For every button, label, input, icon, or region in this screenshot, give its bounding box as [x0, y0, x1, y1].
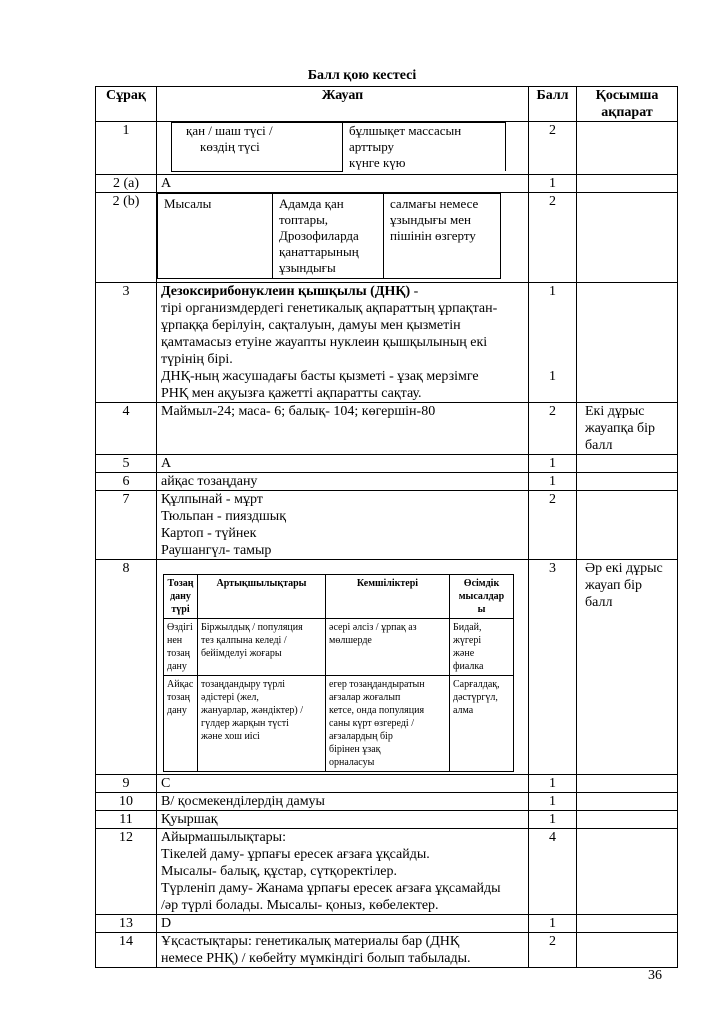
- score-cell: 1: [529, 455, 577, 473]
- question-number: 12: [96, 829, 157, 915]
- question-number: 6: [96, 473, 157, 491]
- score-cell: 3: [529, 560, 577, 775]
- question-number: 2 (b): [96, 193, 157, 283]
- table-row: [96, 560, 678, 775]
- subtable-cell: Адамда қан топтары, Дрозофиларда қанаттарының ұзындығы: [273, 194, 384, 279]
- table-row: [96, 473, 678, 491]
- answer-cell: [157, 122, 529, 175]
- question-number: 1: [96, 122, 157, 175]
- extra-cell: [577, 829, 678, 915]
- extra-cell: [577, 283, 678, 403]
- score-cell: 1: [529, 793, 577, 811]
- answer-cell: [157, 560, 529, 775]
- question-number: 5: [96, 455, 157, 473]
- subtable-cell: Мысалы: [158, 194, 273, 279]
- question-number: 13: [96, 915, 157, 933]
- table-row: [96, 915, 678, 933]
- extra-cell: [577, 491, 678, 560]
- header-extra: Қосымша ақпарат: [577, 87, 678, 122]
- table-row: [96, 175, 678, 193]
- score-cell: 1: [529, 175, 577, 193]
- subtable-cell: тозаңдандыру түрлі әдістері (жел, жануарлар, жәндіктер) / гүлдер жарқын түсті және хош иісі: [198, 676, 326, 772]
- subtable-cell: бұлшықет массасын арттыру күнге күю: [343, 123, 506, 172]
- score-cell: 2: [529, 403, 577, 455]
- table-row: [96, 811, 678, 829]
- extra-cell: [577, 455, 678, 473]
- scoring-table: [95, 86, 678, 968]
- extra-cell: [577, 473, 678, 491]
- answer-cell: Маймыл-24; маса- 6; балық- 104; көгершін-80: [157, 403, 529, 455]
- question-number: 7: [96, 491, 157, 560]
- table-row: [96, 933, 678, 968]
- score-cell: 2: [529, 122, 577, 175]
- header-answer: Жауап: [157, 87, 529, 122]
- question-number: 4: [96, 403, 157, 455]
- subtable-header-row: [164, 575, 514, 619]
- question-number: 3: [96, 283, 157, 403]
- subtable-cell: Бидай, жүгері және фиалка: [450, 619, 514, 676]
- score-cell: 1 1: [529, 283, 577, 403]
- answer-cell: Құлпынай - мұрт Тюльпан - пияздшық Картоп - түйнек Раушангүл- тамыр: [157, 491, 529, 560]
- subtable-cell: егер тозаңдандыратын ағзалар жоғалып кетсе, онда популяция саны күрт өзгереді / ағзалардың бір бірінен ұзақ орналасуы: [326, 676, 450, 772]
- table-row: [96, 122, 678, 175]
- answer-cell: B/ қосмекенділердің дамуы: [157, 793, 529, 811]
- subtable-row: [164, 676, 514, 772]
- pollination-subtable: [163, 574, 514, 772]
- table-row: [96, 455, 678, 473]
- question-number: 8: [96, 560, 157, 775]
- extra-cell: Әр екі дұрыс жауап бір балл: [577, 560, 678, 775]
- extra-cell: [577, 793, 678, 811]
- score-cell: 1: [529, 811, 577, 829]
- table-row: [96, 775, 678, 793]
- table-row: [96, 193, 678, 283]
- answer-subtable: [171, 122, 506, 172]
- question-number: 10: [96, 793, 157, 811]
- table-row: [96, 829, 678, 915]
- table-row: [96, 283, 678, 403]
- table-row: [96, 793, 678, 811]
- subtable-header: Артықшылықтары: [198, 575, 326, 619]
- answer-term: Дезоксирибонуклеин қышқылы (ДНҚ): [161, 284, 411, 299]
- subtable-cell: Біржылдық / популяция тез қалпына келеді / бейімделуі жоғары: [198, 619, 326, 676]
- answer-cell: Дезоксирибонуклеин қышқылы (ДНҚ) - тірі организмдердегі генетикалық ақпараттың ұрпақтан- ұрпаққа берілуін, сақталуын, дамуы мен қызметін қамтамасыз етуіне жауапты нуклеин қышқылының екі түрінің бірі. ДНҚ-ның жасушадағы басты қызметі - ұзақ мерзімге РНҚ мен ақуызға қажетті ақпаратты сақтау.: [157, 283, 529, 403]
- answer-cell: A: [157, 175, 529, 193]
- subtable-cell: Өздігі нен тозаң дану: [164, 619, 198, 676]
- subtable-cell: әсері әлсіз / ұрпақ аз мөлшерде: [326, 619, 450, 676]
- answer-cell: D: [157, 915, 529, 933]
- subtable-header: Өсімдік мысалдар ы: [450, 575, 514, 619]
- score-cell: 1: [529, 775, 577, 793]
- answer-cell: Қуыршақ: [157, 811, 529, 829]
- subtable-cell: Сарғалдақ, дәстүргүл, алма: [450, 676, 514, 772]
- header-row: [96, 87, 678, 122]
- answer-cell: айқас тозаңдану: [157, 473, 529, 491]
- score-cell: 2: [529, 193, 577, 283]
- score-cell: 2: [529, 491, 577, 560]
- header-score: Балл: [529, 87, 577, 122]
- question-number: 14: [96, 933, 157, 968]
- extra-cell: [577, 933, 678, 968]
- extra-cell: [577, 193, 678, 283]
- subtable-header: Тозаң дану түрі: [164, 575, 198, 619]
- answer-subtable: [157, 193, 501, 279]
- answer-cell: [157, 193, 529, 283]
- score-cell: 1: [529, 915, 577, 933]
- answer-cell: Айырмашылықтары: Тікелей даму- ұрпағы ересек ағзаға ұқсайды. Мысалы- балық, құстар, сүтқоректілер. Түрленіп даму- Жанама ұрпағы ересек ағзаға ұқсамайды /әр түрлі болады. Мысалы- қоныз, көбелектер.: [157, 829, 529, 915]
- extra-cell: Екі дұрыс жауапқа бір балл: [577, 403, 678, 455]
- answer-cell: A: [157, 455, 529, 473]
- extra-cell: [577, 811, 678, 829]
- question-number: 11: [96, 811, 157, 829]
- extra-cell: [577, 175, 678, 193]
- extra-cell: [577, 122, 678, 175]
- extra-cell: [577, 915, 678, 933]
- subtable-row: [164, 619, 514, 676]
- table-row: [96, 491, 678, 560]
- subtable-cell: Айқас тозаң дану: [164, 676, 198, 772]
- page-number: 36: [648, 968, 662, 983]
- page-title: Балл қою кестесі: [307, 68, 417, 83]
- answer-cell: Ұқсастықтары: генетикалық материалы бар (ДНҚ немесе РНҚ) / көбейту мүмкіндігі болып табылады.: [157, 933, 529, 968]
- question-number: 9: [96, 775, 157, 793]
- score-cell: 4: [529, 829, 577, 915]
- score-cell: 2: [529, 933, 577, 968]
- extra-cell: [577, 775, 678, 793]
- answer-cell: C: [157, 775, 529, 793]
- table-row: [96, 403, 678, 455]
- header-question: Сұрақ: [96, 87, 157, 122]
- subtable-header: Кемшіліктері: [326, 575, 450, 619]
- score-cell: 1: [529, 473, 577, 491]
- subtable-cell: салмағы немесе ұзындығы мен пішінін өзгерту: [384, 194, 501, 279]
- question-number: 2 (a): [96, 175, 157, 193]
- subtable-cell: қан / шаш түсі / көздің түсі: [172, 123, 343, 172]
